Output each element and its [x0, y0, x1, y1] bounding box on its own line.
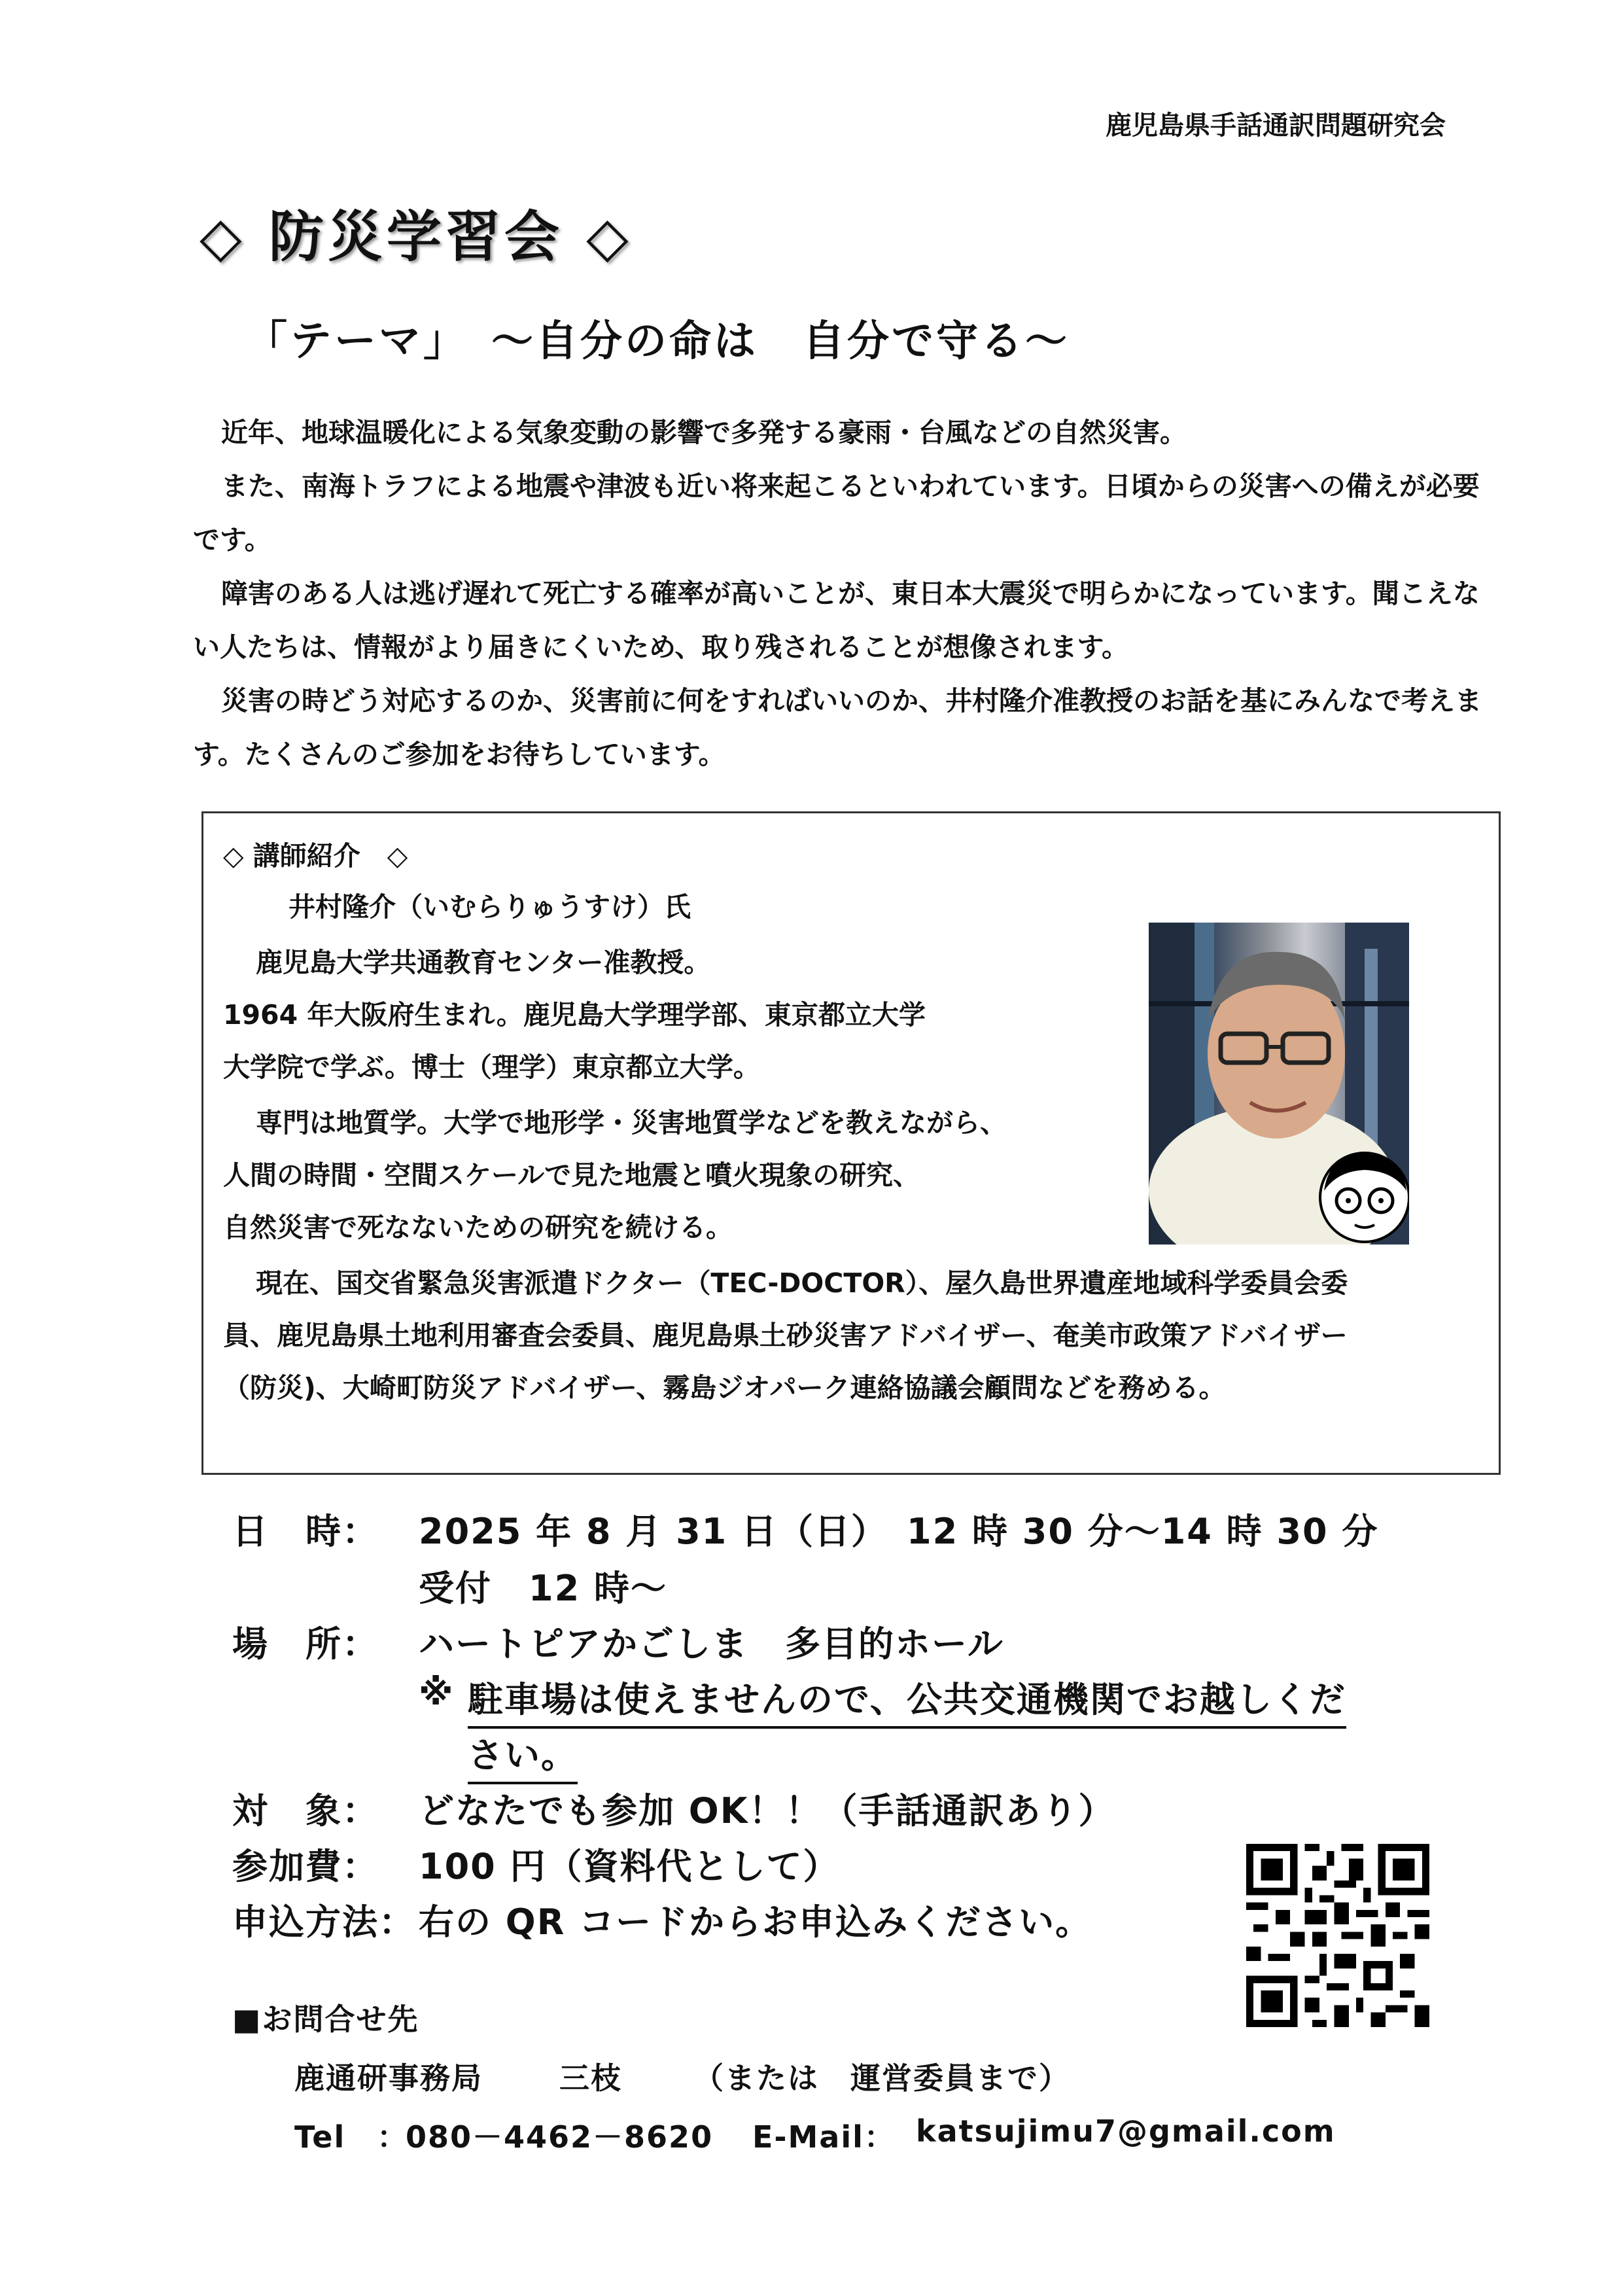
theme-line: 「テーマ」 ～自分の命は 自分で守る～	[245, 317, 1070, 366]
speaker-bio-line: 自然災害で死なないための研究を続ける。	[223, 1212, 733, 1243]
email-address[interactable]: katsujimu7@gmail.com	[916, 2113, 1336, 2149]
tel-number[interactable]: 080－4462－8620	[406, 2119, 714, 2155]
organization-name: 鹿児島県手話通訳問題研究会	[1106, 111, 1446, 141]
speaker-bio-line: 現在、国交省緊急災害派遣ドクター（TEC-DOCTOR）、屋久島世界遺産地域科学委員会委	[256, 1267, 1348, 1299]
qr-code[interactable]	[1246, 1844, 1429, 2027]
intro-paragraph: 災害の時どう対応するのか、災害前に何をすればいいのか、井村隆介准教授のお話を基にみんなで考えます。たくさんのご参加をお待ちしています。	[193, 685, 1482, 770]
speaker-bio-line: （防災)、大崎町防災アドバイザー、霧島ジオパーク連絡協議会顧問などを務める。	[223, 1372, 1226, 1404]
tel-label: Tel ：	[294, 2119, 409, 2155]
intro-paragraph: 近年、地球温暖化による気象変動の影響で多発する豪雨・台風などの自然災害。	[221, 417, 1187, 448]
apply-value: 右の QR コードからお申込みください。	[419, 1901, 1092, 1943]
speaker-bio-line: 鹿児島大学共通教育センター准教授。	[256, 947, 711, 978]
parking-note-cont: さい。	[468, 1727, 578, 1784]
target-label: 対 象：	[232, 1790, 379, 1831]
speaker-bio-line: 大学院で学ぶ。博士（理学）東京都立大学。	[223, 1051, 760, 1083]
contact-person: 三枝	[559, 2060, 622, 2096]
date-value: 2025 年 8 月 31 日（日） 12 時 30 分～14 時 30 分	[419, 1511, 1379, 1552]
speaker-bio-line: 専門は地質学。大学で地形学・災害地質学などを教えながら、	[256, 1107, 1007, 1139]
fee-label: 参加費：	[232, 1846, 379, 1887]
speaker-portrait	[1149, 923, 1409, 1245]
note-mark: ※	[419, 1672, 455, 1713]
contact-office: 鹿通研事務局	[294, 2060, 483, 2096]
place-label: 場 所：	[232, 1623, 379, 1665]
intro-paragraph: 障害のある人は逃げ遅れて死亡する確率が高いことが、東日本大震災で明らかになっています。聞こえない人たちは、情報がより届きにくいため、取り残されることが想像されます。	[193, 578, 1480, 663]
email-label: E-Mail：	[752, 2119, 896, 2155]
contact-alternative: （または 運営委員まで）	[693, 2060, 1070, 2096]
page-title: ◇ 防災学習会 ◇	[200, 205, 633, 269]
speaker-name: 井村隆介（いむらりゅうすけ）氏	[288, 891, 691, 923]
reception-time: 受付 12 時～	[419, 1568, 667, 1609]
speaker-bio-line: 人間の時間・空間スケールで見た地震と噴火現象の研究、	[223, 1159, 920, 1191]
speaker-photo	[1149, 923, 1409, 1245]
speaker-bio-line: 員、鹿児島県土地利用審査会委員、鹿児島県土砂災害アドバイザー、奄美市政策アドバイザー	[223, 1320, 1348, 1351]
apply-label: 申込方法：	[232, 1901, 415, 1943]
speaker-bio-line: 1964 年大阪府生まれ。鹿児島大学理学部、東京都立大学	[223, 999, 926, 1031]
intro-text	[193, 406, 1495, 781]
contact-heading: ■お問合せ先	[232, 2002, 419, 2037]
date-label: 日 時：	[232, 1511, 379, 1552]
intro-paragraph: また、南海トラフによる地震や津波も近い将来起こるといわれています。日頃からの災害への備えが必要です。	[193, 470, 1480, 556]
parking-note: 駐車場は使えませんので、公共交通機関でお越しくだ	[468, 1672, 1346, 1729]
place-value: ハートピアかごしま 多目的ホール	[419, 1623, 1004, 1665]
fee-value: 100 円（資料代として）	[419, 1846, 840, 1887]
speaker-heading: ◇ 講師紹介 ◇	[223, 840, 408, 872]
target-value: どなたでも参加 OK！！（手話通訳あり）	[419, 1790, 1115, 1831]
